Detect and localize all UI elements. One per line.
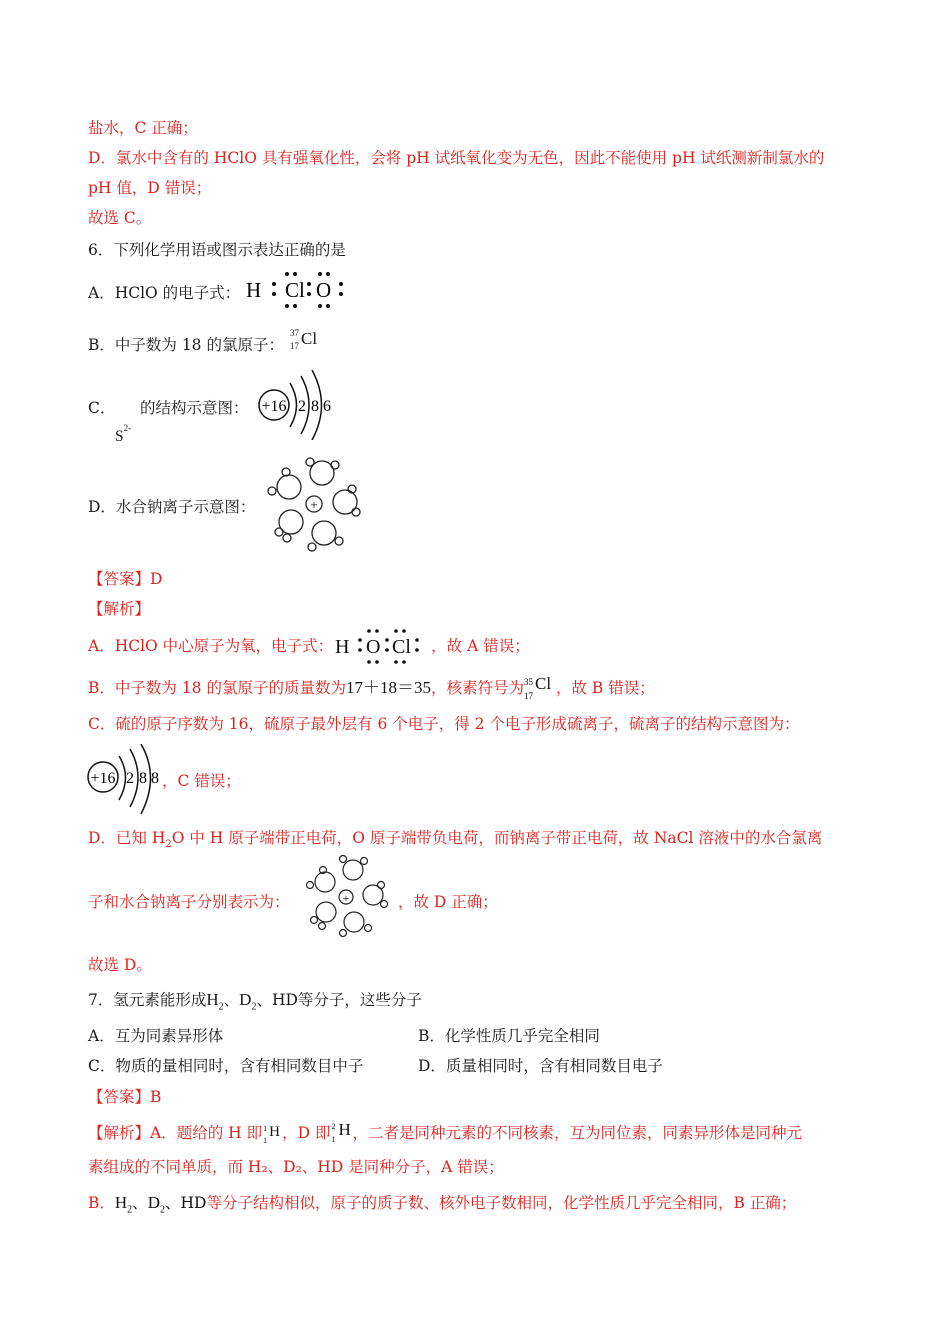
exp-d-p1: D．已知 H	[88, 829, 166, 847]
q6-exp-d-hydrated-ions-diagram	[299, 852, 395, 938]
atomic-number: 1	[331, 1135, 336, 1144]
q7-iso-h2	[330, 1120, 352, 1144]
exp-d-sub: 2	[165, 839, 172, 851]
nucleus-charge: +16	[90, 770, 116, 787]
shell-electrons: 8	[311, 398, 319, 415]
atomic-number: 17	[290, 341, 299, 351]
formula-atom: Cl	[392, 636, 412, 658]
exp-b-calc: 17＋18＝35	[345, 678, 431, 697]
q7-exp-b-sep: 、	[164, 1194, 181, 1212]
formula-atom: H	[246, 278, 262, 302]
q7-exp-a-p3: ，二者是同种元素的不同核素，互为同位素，同素异形体是同种元	[352, 1124, 802, 1142]
q6-option-c-prefix: C．	[88, 399, 116, 417]
element-symbol: Cl	[534, 674, 552, 693]
q6-choose: 故选 D。	[88, 956, 152, 974]
formula-atom: O	[366, 636, 381, 658]
q7-exp-b-hd: HD	[180, 1194, 207, 1212]
q6-exp-b	[88, 674, 655, 701]
q7-exp-a-line1	[88, 1120, 802, 1145]
exp-b-mid: ，核素符号为	[430, 679, 524, 697]
formula-atom: Cl	[285, 278, 305, 302]
q6-d-label: D．水合钠离子示意图：	[88, 498, 256, 516]
shell-electrons: 8	[139, 770, 147, 787]
formula-atom: O	[316, 278, 332, 302]
q6-exp-a	[88, 636, 530, 657]
q7-hd: HD	[271, 991, 298, 1009]
q7-sep: 、	[256, 991, 272, 1009]
q6-b-isotope	[289, 328, 329, 354]
q6-exp-d-line1	[88, 828, 822, 855]
exp-a-formula	[333, 637, 431, 657]
q6-exp-d-post: ，故 D 正确；	[398, 893, 498, 911]
atomic-number: 1	[263, 1136, 268, 1145]
q7-option-b: B．化学性质几乎完全相同	[418, 1027, 600, 1045]
prev-d-line1: D．氯水中含有的 HClO 具有强氧化性，会将 pH 试纸氧化变为无色，因此不能使用 pH 试纸测新制氯水的	[88, 149, 825, 167]
element-symbol: H	[269, 1124, 280, 1140]
exp-a-pre: A．HClO 中心原子为氧，电子式：	[88, 637, 334, 655]
mass-number: 2	[331, 1122, 336, 1131]
q6-option-a	[88, 283, 240, 303]
q6-d-hydrated-sodium-diagram	[262, 454, 368, 554]
shell-electrons: 2	[126, 770, 134, 787]
q6-exp-d-line2: 子和水合钠离子分别表示为：	[88, 893, 290, 911]
q6-stem: 6．下列化学用语或图示表达正确的是	[88, 241, 346, 259]
q6-exp-c-post: ，C 错误；	[162, 772, 241, 790]
mass-number: 35	[523, 677, 533, 687]
q7-d2: $D_2$	[239, 990, 257, 1013]
center-charge: +	[342, 891, 350, 905]
mass-number: 37	[290, 328, 299, 338]
q6-a-label: A．HClO 的电子式：	[88, 284, 241, 302]
exp-b-pre: B．中子数为 18 的氯原子的质量数为	[88, 679, 346, 697]
q6-c-structure-diagram	[254, 368, 338, 440]
shell-electrons: 8	[151, 770, 159, 787]
q7-option-a: A．互为同素异形体	[88, 1027, 224, 1045]
q7-exp-b-post: 等分子结构相似，原子的质子数、核外电子数相同，化学性质几乎完全相同，B 正确；	[206, 1194, 797, 1212]
q6-option-b	[88, 335, 284, 355]
nucleus-charge: +16	[261, 398, 287, 415]
prev-d-line2: pH 值，D 错误；	[88, 179, 212, 197]
q7-exp-b-h2: $H_2$	[114, 1193, 133, 1216]
element-symbol: Cl	[301, 329, 318, 348]
exp-b-isotope	[523, 674, 556, 701]
q6-answer: 【答案】D	[88, 570, 163, 588]
q7-exp-a-p2: ，D 即	[282, 1124, 331, 1142]
shell-electrons: 6	[323, 398, 331, 415]
q7-answer: 【答案】B	[88, 1088, 162, 1106]
formula-atom: H	[335, 636, 350, 658]
exp-b-post: ，故 B 错误；	[555, 679, 655, 697]
q6-c-label: 的结构示意图：	[140, 399, 249, 417]
q6-exp-c-line1: C．硫的原子序数为 16，硫原子最外层有 6 个电子，得 2 个电子形成硫离子，硫离子的结构示意图为：	[88, 715, 800, 733]
q7-option-c: C．物质的量相同时，含有相同数目中子	[88, 1057, 364, 1075]
ion-symbol: S	[115, 428, 124, 446]
exp-d-p2: O 中 H 原子端带正电荷，O 原子端带负电荷，而钠离子带正电荷，故 NaCl 溶液中的水合氯离	[171, 829, 823, 847]
prev-choose: 故选 C。	[88, 209, 152, 227]
prev-c-tail: 盐水，C 正确；	[88, 119, 198, 137]
q6-c-ion	[115, 422, 131, 447]
q7-exp-a-line2: 素组成的不同单质，而 H₂、D₂、HD 是同种分子，A 错误；	[88, 1158, 504, 1176]
q7-option-d: D．质量相同时，含有相同数目电子	[418, 1057, 663, 1075]
q7-exp-b-d2: $D_2$	[147, 1193, 165, 1216]
q7-iso-h1	[262, 1124, 282, 1144]
center-charge: +	[310, 497, 318, 512]
shell-electrons: 2	[298, 398, 306, 415]
q6-analysis-title: 【解析】	[88, 600, 151, 618]
q7-stem-pre: 7．氢元素能形成	[88, 991, 207, 1009]
q7-sep: 、	[223, 991, 240, 1009]
q6-exp-c-structure-diagram	[85, 744, 169, 816]
q7-exp-a-p1: A．题给的 H 即	[150, 1124, 263, 1142]
q7-exp-b	[88, 1193, 796, 1220]
atomic-number: 17	[523, 691, 533, 701]
q6-option-d	[88, 497, 255, 517]
q6-a-electron-formula	[240, 268, 360, 312]
q7-exp-b-pre: B．	[88, 1194, 115, 1212]
q7-h2: $H_2$	[206, 990, 224, 1013]
q7-analysis-title: 【解析】	[88, 1124, 151, 1142]
q6-b-label: B．中子数为 18 的氯原子：	[88, 336, 284, 354]
q7-stem	[88, 990, 422, 1017]
exp-a-post: ，故 A 错误；	[431, 637, 530, 655]
element-symbol: H	[338, 1120, 351, 1139]
mass-number: 1	[263, 1124, 268, 1133]
q7-exp-b-sep: 、	[132, 1194, 148, 1212]
ion-charge: 2-	[123, 423, 132, 433]
q7-stem-post: 等分子，这些分子	[297, 991, 422, 1009]
